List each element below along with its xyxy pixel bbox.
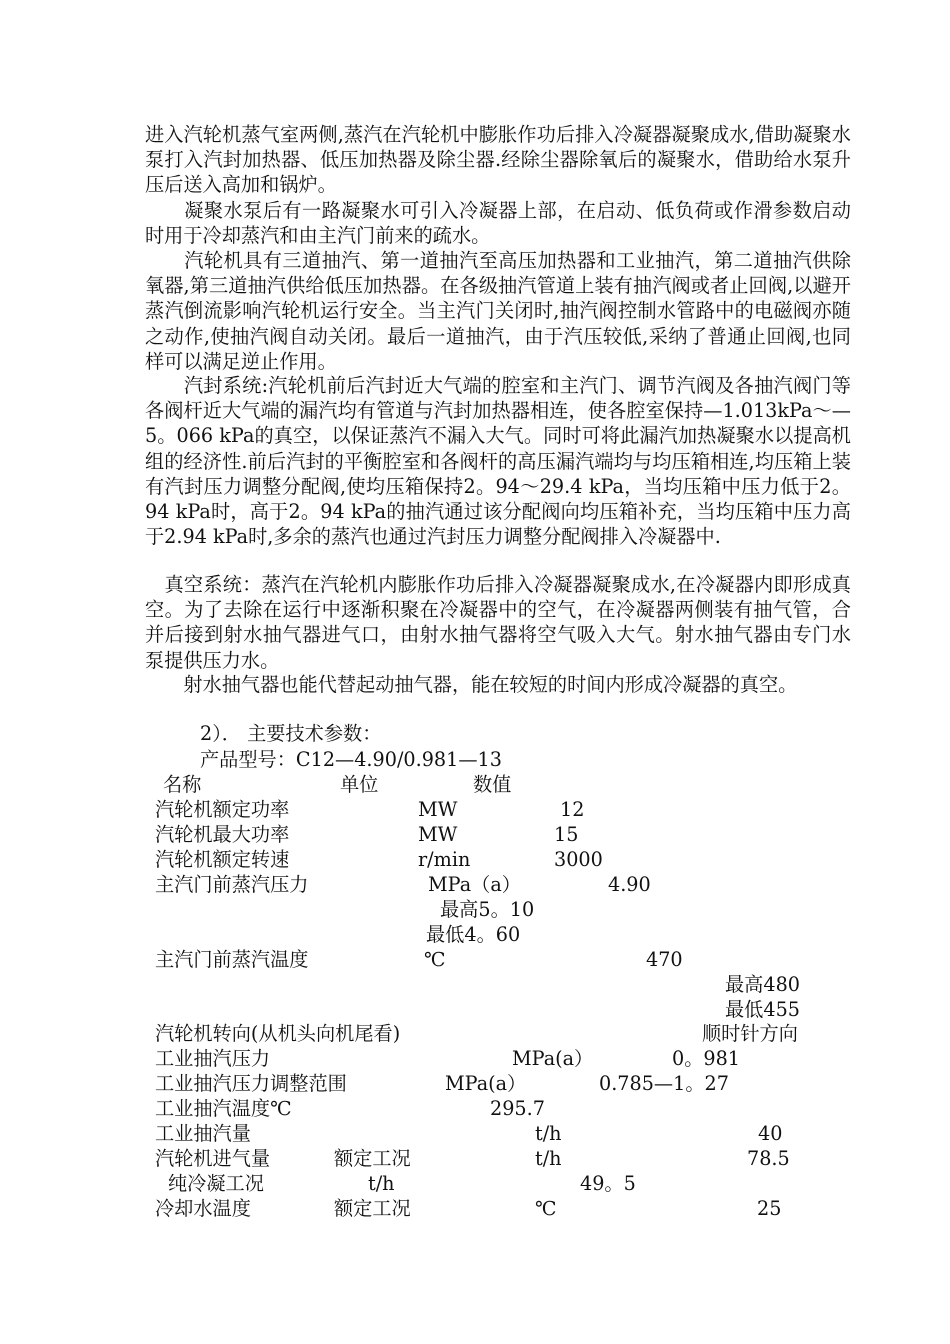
table-row	[0, 1046, 950, 1071]
param-name: 工业抽汽压力	[155, 1047, 271, 1070]
param-value: 49。5	[580, 1172, 636, 1195]
param-value-max: 最高480	[725, 973, 800, 996]
paragraph-steam-flow: 进入汽轮机蒸气室两侧,蒸汽在汽轮机中膨胀作功后排入冷凝器凝聚成水,借助凝聚水泵打入汽封加热器、低压加热器及除尘器.经除尘器除氧后的凝聚水，借助给水泵升压后送入高加和锅炉。	[145, 123, 851, 197]
param-condition: 纯冷凝工况	[168, 1172, 264, 1195]
paragraph-ejector: 射水抽气器也能代替起动抽气器，能在较短的时间内形成冷凝器的真空。	[145, 673, 798, 696]
param-name: 主汽门前蒸汽温度	[155, 948, 309, 971]
table-header-row	[0, 772, 950, 797]
param-value: 25	[757, 1197, 782, 1220]
table-row	[0, 897, 950, 922]
param-unit: t/h	[368, 1172, 395, 1195]
param-unit: ℃	[535, 1197, 557, 1220]
paragraph-vacuum-system: 真空系统：蒸汽在汽轮机内膨胀作功后排入冷凝器凝聚成水,在冷凝器内即形成真空。为了去除在运行中逐渐积聚在冷凝器中的空气，在冷凝器两侧装有抽气管，合并后接到射水抽气器进气口，由射水抽气器将空气吸入大气。射水抽气器由专门水泵提供压力水。	[145, 573, 851, 672]
table-row	[0, 972, 950, 997]
table-row	[0, 922, 950, 947]
param-name: 工业抽汽温度℃	[155, 1097, 292, 1120]
header-value: 数值	[473, 773, 512, 796]
param-value: 4.90	[608, 873, 651, 896]
param-unit: MPa(a）	[445, 1072, 527, 1095]
param-name: 汽轮机额定转速	[155, 848, 290, 871]
param-value-min: 最低455	[725, 998, 800, 1021]
param-value: 3000	[554, 848, 603, 871]
param-unit: MW	[418, 798, 458, 821]
param-unit: t/h	[535, 1147, 562, 1170]
param-value: 78.5	[747, 1147, 790, 1170]
table-row	[0, 872, 950, 897]
param-name: 汽轮机进气量	[155, 1147, 271, 1170]
param-value-min: 最低4。60	[426, 923, 521, 946]
param-name: 工业抽汽量	[155, 1122, 251, 1145]
param-unit: MW	[418, 823, 458, 846]
table-row	[0, 1196, 950, 1221]
param-value: 0。981	[672, 1047, 741, 1070]
param-value: 0.785—1。27	[599, 1072, 729, 1095]
param-value: 顺时针方向	[702, 1022, 798, 1045]
table-row	[0, 1021, 950, 1046]
param-value: 295.7	[490, 1097, 545, 1120]
header-name: 名称	[163, 773, 202, 796]
param-condition: 额定工况	[334, 1197, 411, 1220]
param-unit: r/min	[418, 848, 471, 871]
param-name: 工业抽汽压力调整范围	[155, 1072, 347, 1095]
param-name: 冷却水温度	[155, 1197, 251, 1220]
paragraph-condensate-pump: 凝聚水泵后有一路凝聚水可引入冷凝器上部，在启动、低负荷或作滑参数启动时用于冷却蒸汽和由主汽门前来的疏水。	[145, 199, 851, 248]
param-value: 15	[554, 823, 579, 846]
param-name: 主汽门前蒸汽压力	[155, 873, 309, 896]
param-unit: t/h	[535, 1122, 562, 1145]
paragraph-gland-seal: 汽封系统:汽轮机前后汽封近大气端的腔室和主汽门、调节汽阀及各抽汽阀门等各阀杆近大气端的漏汽均有管道与汽封加热器相连，使各腔室保持—1.013kPa～—5。066 kPa的真空，以保证蒸汽不漏入大气。同时可将此漏汽加热凝聚水以提高机组的经济性.前后汽封的平衡腔室和各阀杆的高压漏汽端均与均压箱相连,均压箱上装有汽封压力调整分配阀,使均压箱保持2。94～29.4 kPa，当均压箱中压力低于2。94 kPa时，高于2。94 kPa的抽汽通过该分配阀向均压箱补充，当均压箱中压力高于2.94 kPa时,多余的蒸汽也通过汽封压力调整分配阀排入冷凝器中.	[145, 374, 851, 549]
param-value: 12	[560, 798, 585, 821]
section-heading: 2）． 主要技术参数：	[200, 722, 382, 745]
param-unit: MPa（a）	[428, 873, 521, 896]
param-unit: ℃	[424, 948, 446, 971]
param-value-max: 最高5。10	[440, 898, 535, 921]
table-row	[0, 1071, 950, 1096]
table-row	[0, 847, 950, 872]
param-unit: MPa(a）	[512, 1047, 594, 1070]
paragraph-extraction: 汽轮机具有三道抽汽、第一道抽汽至高压加热器和工业抽汽，第二道抽汽供除氧器,第三道抽汽供给低压加热器。在各级抽汽管道上装有抽汽阀或者止回阀,以避开蒸汽倒流影响汽轮机运行安全。当主汽门关闭时,抽汽阀控制水管路中的电磁阀亦随之动作,使抽汽阀自动关闭。最后一道抽汽，由于汽压较低,采纳了普通止回阀,也同样可以满足逆止作用。	[145, 249, 851, 373]
table-row	[0, 947, 950, 972]
param-condition: 额定工况	[334, 1147, 411, 1170]
param-name: 汽轮机转向(从机头向机尾看)	[155, 1022, 401, 1045]
table-row	[0, 1096, 950, 1121]
table-row	[0, 797, 950, 822]
table-row	[0, 997, 950, 1022]
table-row	[0, 1146, 950, 1171]
table-row	[0, 1121, 950, 1146]
param-name: 汽轮机额定功率	[155, 798, 290, 821]
header-unit: 单位	[340, 773, 379, 796]
param-name: 汽轮机最大功率	[155, 823, 290, 846]
param-value: 40	[758, 1122, 783, 1145]
product-model: 产品型号：C12—4.90/0.981—13	[200, 748, 502, 771]
table-row	[0, 1171, 950, 1196]
param-value: 470	[646, 948, 683, 971]
table-row	[0, 822, 950, 847]
